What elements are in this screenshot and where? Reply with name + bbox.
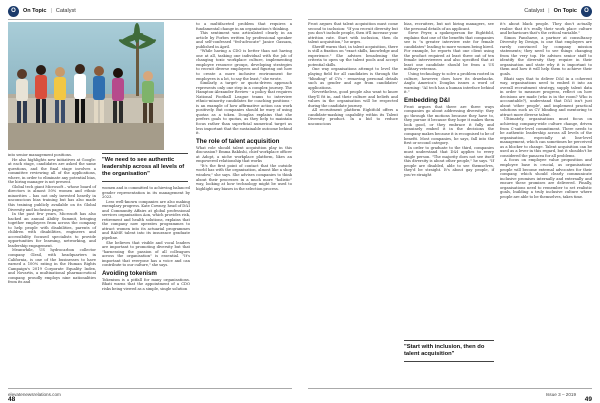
subheading: Embedding D&I: [404, 96, 450, 104]
paragraph: A focus on employee value proposition and employee base is crucial, as organisations' people will become external advocates for their company, which should clearly communicate inclusive promises internally and externally and ensure these promises are delivered. Finally, organisations need to remember to set realistic goals, building a truly inclusive culture where people are able to be themselves, takes time.: [500, 158, 592, 199]
paragraph: Nevertheless, good people also want to know they'll fit in, and their culture and beliefs and values in the organisation will be respected during the candidate journey.: [308, 90, 398, 108]
pull-quote-right: "Start with inclusion, then do talent acquisition": [404, 340, 494, 362]
footer-rule: [8, 388, 292, 389]
page-number: 49: [584, 396, 592, 403]
footer-rule: [308, 388, 592, 389]
subheading: The role of talent acquisition: [196, 137, 280, 145]
paragraph: Steve Peyer, a spokesperson for Eightfold, explains that one of the benefits that companies see is "a greater interview rate for female candidates" leading to more women being hired. For example, he reports that one client using the product required at least three out of ten female interviewees and also specified that at least one candidate should be from a US military veterans.: [404, 31, 494, 72]
paragraph: Frost argues that talent acquisition must come second to inclusion: "If you recruit diversity but you don't include people, then it'll increase your attrition rate. Start with inclusion, then do talent acquisition," he urges.: [308, 22, 398, 45]
column-5: [404, 22, 494, 178]
paragraph: to a multifaceted problem that requires a fundamental change in an organisation's thinking.: [196, 22, 292, 31]
category-label: Catalyst: [55, 8, 76, 14]
right-page: [300, 0, 600, 402]
column-1: [8, 153, 96, 285]
paragraph: into senior management positions.: [8, 153, 73, 157]
paragraph: Frost argues that there are three ways companies go about addressing diversity: they go through the motions because they have to, they pursue it because they hope it makes them look good, or they embrace it fully and genuinely embed it in the decisions the company makes because it is recognised to be of benefit. Most companies, he says, fall into the first or second category.: [404, 104, 494, 146]
paragraph: This sentiment was articulated clearly in an article by Forbes written by professional speaker and self-confessed "fed-advocate" Janice Gassam, published in April.: [196, 31, 292, 49]
pull-quote-left: "We need to see authentic leadership across all levels of the organisation": [102, 153, 188, 182]
paragraph: "It's the first point of contact that the outside world has with the organisation, almost like a shop window," she says. She advises companies to think about their processes in a much more "holistic" way, looking at how technology might be used to highlight any biases in the selection process.: [196, 163, 292, 191]
header-rule: [8, 19, 292, 20]
issue-label: Issue 3 – 2019: [545, 392, 576, 397]
right-header: [524, 5, 592, 17]
left-header: [8, 5, 76, 17]
paragraph: In order to graduate to the third, companies must understand that D&I applies to every single person. "The majority does not see itself this diversity is about other people," he says. "If people are disabled, able to see themselves, they'd be straight. It's about gay people, if you're straight: [404, 145, 494, 177]
column-6: [500, 22, 592, 199]
paragraph: "While having a CDO is better than not having one at all, tasking one individual with the job of changing toxic workplace culture, implementing employee resource groups, developing strategies to recruit diverse employees and figuring out how to create a more inclusive environment for employees is a lot, to say the least," she wrote.: [196, 49, 292, 81]
photo-illustration: [8, 22, 164, 150]
paragraph: Using technology to solve a problem rooted in culture, however, does have its drawbacks. Anglo America's Douglas issues a word of warning: "AI tech has a human interface behind it.": [404, 72, 494, 95]
column-3: [196, 22, 292, 191]
paragraph: Global tech giant Microsoft – whose board of directors is almost 50% women and ethnic minorities – has not only invested heavily in unconscious bias training but has also made this training publicly available on its Global Diversity and Inclusion pages.: [8, 184, 96, 212]
paragraph: women and is committed to achieving balanced gender representation in its management by 2023.: [102, 186, 190, 200]
paragraph: bias, recruiters, but not hiring managers, see the personal details of an applicant.: [404, 22, 494, 31]
feature-photo: [8, 22, 164, 150]
paragraph: Ultimately, organisations must focus on achieving company-wide culture change, driven from C-suite-level commitment. There needs to be authentic leadership across all levels of the organisation, especially at line-level management, which can sometimes be perceived as a blocker to change. Talent acquisition can be used as a lever in this regard, but it shouldn't be considered the panacea for all problems.: [500, 117, 592, 158]
magazine-logo-icon: O: [8, 6, 19, 17]
paragraph: Meanwhile, US hydrocarbon collector company Glesil, with headquarters in California, is one of the businesses to have earned a 100% rating in the Human Rights Campaign's 2019 Corporate Equality Index, and Novartis, a multinational pharmaceutical company, proudly employs nine nationalities from its and: [8, 248, 96, 285]
paragraph: In the past few years, Microsoft has also backed an annual Ability Summit, bringing together employees from across the company to help people with disabilities, parents of children with disabilities, engineers and accessibility focused specialists to provide opportunities for learning, networking, and leadership engagement.: [8, 212, 96, 248]
page-number: 48: [8, 396, 16, 403]
paragraph: What role should talent acquisition play in this discussion? Emma Bakhshi, chief workplace officer at Adopt, a niche workplace platform, likes an empowered relationship that works: [196, 145, 292, 164]
paragraph: it's about black people. They don't actually realise that it's really their work place culture and behaviours that's the critical variable.": [500, 22, 592, 36]
paragraph: Less well-known companies are also making exemplary progress. Kate Cowney, head of D&I and Community Affairs at global professional services organisation Aon, which provides risk, retirement and health solutions, explains that the company now operates programmes to attract women into its actuarial programmes and BAME talent into its insurance graduate pipeline.: [102, 199, 190, 241]
paragraph: All recruitment platform Eightfold offers a candidate-masking capability within its Talent Diversity product. In a bid to reduce unconscious: [308, 108, 398, 127]
header-separator: |: [50, 8, 52, 14]
paragraph: Simon Fanshawe, a partner at consultancy Diversity by Design, is one that employers are rarely convinced by company mission statements; they need to see things changing from the very top. He advises senior staff to identify the diversity they require in their organisation and state why it is important to them and how it will help them to achieve their goals.: [500, 35, 592, 77]
paragraph: One way organisations attempt to level the playing field for all candidates is through the "blinding" of CVs - removing personal details such as gender and age from candidates' applications.: [308, 67, 398, 90]
section-label: On Topic: [23, 8, 47, 14]
footer-url[interactable]: elevatenewsrelations.com: [8, 392, 61, 397]
header-rule: [308, 19, 592, 20]
left-page: [0, 0, 300, 402]
header-separator: |: [548, 8, 550, 14]
column-2: [102, 186, 190, 291]
column-4: [308, 22, 398, 127]
paragraph: He also highlights new initiatives at Google: at each stage, candidates are asked the same questions, and the final stage involves a committee reviewing all of the applications, where, in order to eliminate any potential bias, the hiring manager is not present.: [8, 157, 96, 185]
paragraph: Sheriff warns that, in talent acquisition, there is still a fixation on "exact skills, knowledge and experience." She advises broadening the criteria to open up the talent pools and accept potential skills.: [308, 44, 398, 67]
section-label: On Topic: [553, 8, 577, 14]
magazine-logo-icon: O: [581, 6, 592, 17]
paragraph: Similarly, a target- or quota-driven approach represents only one step in a complex journey. The Hampton-Alexander Review - a policy that requires National Football League teams to interview ethnic-minority candidates for coaching positions - is an example of how affirmative action can work positively. But companies should be wary of using quotas as a token. Douglas explains that she prefers goals to quotas, as they help to maintain focus rather than superficial numerical target as less important that the sustainable outcome behind it.: [196, 81, 292, 136]
subheading: Avoiding tokenism: [102, 269, 157, 277]
paragraph: Tokenism is a pitfall for many organisations. Bhati warns that the appointment of a CDO risks being viewed as a simple, single solution: [102, 277, 190, 291]
category-label: Catalyst: [524, 8, 545, 14]
paragraph: Bhati says that to deliver D&I in a coherent way, organisations need to embed it into an overall recruitment strategy, supply talent data in order to measure progress, reflect on how decisions are made (who is in the room? Who is accountable?), understand that D&I isn't just about 'other people', and implement practical solutions such as CV blinding and mentoring to attract more diverse talent.: [500, 76, 592, 117]
paragraph: She believes that visible and vocal leaders are important to promoting diversity but that "harnessing the passion of all colleagues across the organisation" is essential. "It's important that everyone has a voice and can contribute to our culture," she says.: [102, 240, 190, 268]
